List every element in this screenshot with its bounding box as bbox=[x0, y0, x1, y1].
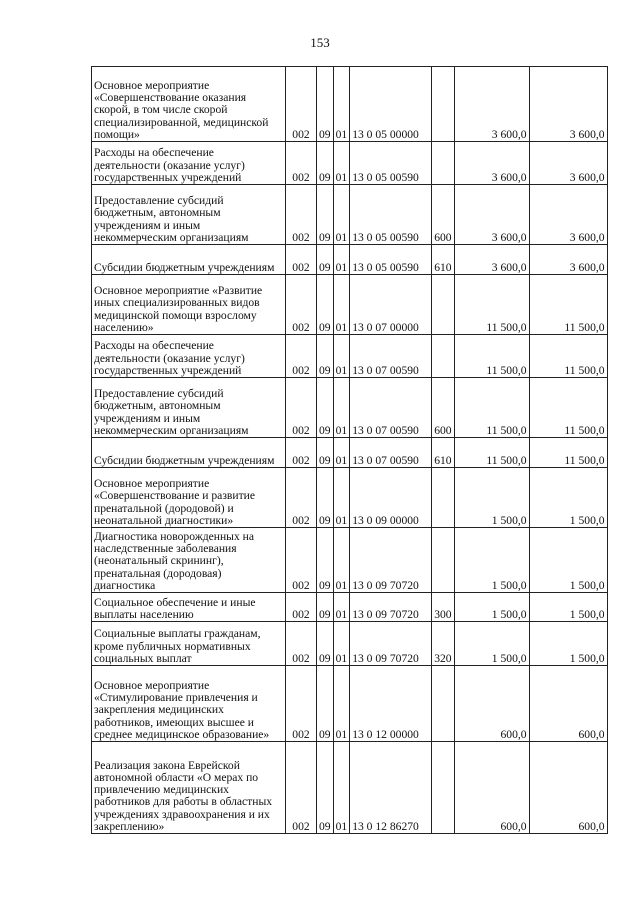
table-row bbox=[92, 245, 608, 275]
cell-amount-year-2: 1 500,0 bbox=[529, 528, 607, 593]
cell-subsection-code: 01 bbox=[333, 275, 350, 335]
cell-target-article: 13 0 05 00590 bbox=[350, 142, 432, 185]
cell-expense-type bbox=[432, 67, 454, 142]
cell-subsection-code: 01 bbox=[333, 142, 350, 185]
cell-amount-year-2: 11 500,0 bbox=[529, 335, 607, 378]
cell-target-article: 13 0 05 00590 bbox=[350, 245, 432, 275]
budget-table bbox=[91, 66, 608, 834]
cell-amount-year-2: 3 600,0 bbox=[529, 245, 607, 275]
table-body bbox=[92, 67, 608, 834]
cell-expense-type: 610 bbox=[432, 438, 454, 468]
cell-amount-year-1: 11 500,0 bbox=[454, 275, 529, 335]
cell-target-article: 13 0 07 00590 bbox=[350, 438, 432, 468]
cell-expense-type bbox=[432, 528, 454, 593]
cell-grbs-code: 002 bbox=[286, 275, 317, 335]
cell-amount-year-1: 1 500,0 bbox=[454, 528, 529, 593]
cell-amount-year-2: 11 500,0 bbox=[529, 438, 607, 468]
cell-subsection-code: 01 bbox=[333, 742, 350, 834]
cell-expense-name: Предоставление субсидий бюджетным, автономным учреждениям и иным некоммерческим организациям bbox=[92, 185, 286, 245]
cell-expense-name: Основное мероприятие «Стимулирование привлечения и закрепления медицинских работников, имеющих высшее и среднее медицинское образование» bbox=[92, 666, 286, 742]
cell-subsection-code: 01 bbox=[333, 67, 350, 142]
cell-subsection-code: 01 bbox=[333, 245, 350, 275]
cell-target-article: 13 0 12 00000 bbox=[350, 666, 432, 742]
cell-target-article: 13 0 09 70720 bbox=[350, 593, 432, 622]
cell-amount-year-2: 1 500,0 bbox=[529, 593, 607, 622]
cell-expense-name: Предоставление субсидий бюджетным, автономным учреждениям и иным некоммерческим организациям bbox=[92, 378, 286, 438]
cell-expense-type: 610 bbox=[432, 245, 454, 275]
cell-expense-name: Расходы на обеспечение деятельности (оказание услуг) государственных учреждений bbox=[92, 142, 286, 185]
cell-section-code: 09 bbox=[317, 142, 334, 185]
table-row bbox=[92, 622, 608, 666]
cell-amount-year-1: 11 500,0 bbox=[454, 335, 529, 378]
table-row bbox=[92, 593, 608, 622]
cell-target-article: 13 0 09 00000 bbox=[350, 468, 432, 528]
cell-target-article: 13 0 05 00000 bbox=[350, 67, 432, 142]
cell-grbs-code: 002 bbox=[286, 742, 317, 834]
cell-target-article: 13 0 09 70720 bbox=[350, 622, 432, 666]
cell-amount-year-2: 11 500,0 bbox=[529, 378, 607, 438]
cell-amount-year-2: 3 600,0 bbox=[529, 67, 607, 142]
cell-grbs-code: 002 bbox=[286, 245, 317, 275]
cell-expense-name: Основное мероприятие «Совершенствование и развитие пренатальной (дородовой) и неонатальной диагностики» bbox=[92, 468, 286, 528]
cell-amount-year-1: 3 600,0 bbox=[454, 245, 529, 275]
cell-grbs-code: 002 bbox=[286, 528, 317, 593]
cell-section-code: 09 bbox=[317, 245, 334, 275]
cell-expense-type bbox=[432, 335, 454, 378]
cell-subsection-code: 01 bbox=[333, 468, 350, 528]
cell-amount-year-1: 600,0 bbox=[454, 666, 529, 742]
cell-section-code: 09 bbox=[317, 666, 334, 742]
cell-section-code: 09 bbox=[317, 468, 334, 528]
table-row bbox=[92, 528, 608, 593]
cell-target-article: 13 0 12 86270 bbox=[350, 742, 432, 834]
cell-expense-type bbox=[432, 742, 454, 834]
cell-grbs-code: 002 bbox=[286, 666, 317, 742]
cell-expense-name: Субсидии бюджетным учреждениям bbox=[92, 245, 286, 275]
cell-subsection-code: 01 bbox=[333, 528, 350, 593]
cell-section-code: 09 bbox=[317, 335, 334, 378]
cell-target-article: 13 0 07 00590 bbox=[350, 378, 432, 438]
cell-grbs-code: 002 bbox=[286, 142, 317, 185]
cell-section-code: 09 bbox=[317, 528, 334, 593]
cell-amount-year-1: 1 500,0 bbox=[454, 593, 529, 622]
cell-expense-type bbox=[432, 275, 454, 335]
cell-grbs-code: 002 bbox=[286, 378, 317, 438]
cell-section-code: 09 bbox=[317, 593, 334, 622]
cell-amount-year-1: 11 500,0 bbox=[454, 438, 529, 468]
cell-grbs-code: 002 bbox=[286, 185, 317, 245]
cell-expense-name: Субсидии бюджетным учреждениям bbox=[92, 438, 286, 468]
cell-target-article: 13 0 07 00000 bbox=[350, 275, 432, 335]
cell-subsection-code: 01 bbox=[333, 378, 350, 438]
table-row bbox=[92, 438, 608, 468]
table-row bbox=[92, 378, 608, 438]
cell-grbs-code: 002 bbox=[286, 622, 317, 666]
cell-grbs-code: 002 bbox=[286, 335, 317, 378]
table-row bbox=[92, 67, 608, 142]
cell-expense-type bbox=[432, 666, 454, 742]
cell-subsection-code: 01 bbox=[333, 185, 350, 245]
cell-section-code: 09 bbox=[317, 622, 334, 666]
cell-amount-year-1: 3 600,0 bbox=[454, 67, 529, 142]
table-row bbox=[92, 275, 608, 335]
cell-target-article: 13 0 07 00590 bbox=[350, 335, 432, 378]
cell-amount-year-2: 600,0 bbox=[529, 742, 607, 834]
cell-target-article: 13 0 05 00590 bbox=[350, 185, 432, 245]
cell-expense-type: 600 bbox=[432, 185, 454, 245]
cell-section-code: 09 bbox=[317, 185, 334, 245]
table-row bbox=[92, 742, 608, 834]
cell-amount-year-2: 3 600,0 bbox=[529, 142, 607, 185]
cell-expense-type bbox=[432, 468, 454, 528]
cell-expense-type: 320 bbox=[432, 622, 454, 666]
page-number: 153 bbox=[310, 35, 330, 50]
cell-amount-year-1: 11 500,0 bbox=[454, 378, 529, 438]
cell-amount-year-2: 1 500,0 bbox=[529, 622, 607, 666]
cell-amount-year-2: 600,0 bbox=[529, 666, 607, 742]
cell-amount-year-1: 1 500,0 bbox=[454, 468, 529, 528]
cell-expense-name: Основное мероприятие «Совершенствование оказания скорой, в том числе скорой специализированной, медицинской помощи» bbox=[92, 67, 286, 142]
cell-amount-year-2: 3 600,0 bbox=[529, 185, 607, 245]
cell-section-code: 09 bbox=[317, 378, 334, 438]
cell-expense-name: Социальные выплаты гражданам, кроме публичных нормативных социальных выплат bbox=[92, 622, 286, 666]
cell-amount-year-2: 11 500,0 bbox=[529, 275, 607, 335]
cell-expense-name: Диагностика новорожденных на наследственные заболевания (неонатальный скрининг), пренатальная (дородовая) диагностика bbox=[92, 528, 286, 593]
cell-grbs-code: 002 bbox=[286, 67, 317, 142]
cell-amount-year-1: 1 500,0 bbox=[454, 622, 529, 666]
cell-amount-year-1: 3 600,0 bbox=[454, 185, 529, 245]
table-row bbox=[92, 142, 608, 185]
cell-section-code: 09 bbox=[317, 67, 334, 142]
table-row bbox=[92, 468, 608, 528]
cell-amount-year-2: 1 500,0 bbox=[529, 468, 607, 528]
cell-expense-name: Расходы на обеспечение деятельности (оказание услуг) государственных учреждений bbox=[92, 335, 286, 378]
cell-target-article: 13 0 09 70720 bbox=[350, 528, 432, 593]
cell-section-code: 09 bbox=[317, 275, 334, 335]
cell-expense-name: Основное мероприятие «Развитие иных специализированных видов медицинской помощи взрослому населению» bbox=[92, 275, 286, 335]
table-row bbox=[92, 666, 608, 742]
cell-section-code: 09 bbox=[317, 742, 334, 834]
cell-grbs-code: 002 bbox=[286, 438, 317, 468]
table-row bbox=[92, 335, 608, 378]
table-row bbox=[92, 185, 608, 245]
cell-expense-name: Реализация закона Еврейской автономной области «О мерах по привлечению медицинских работников для работы в областных учреждениях здравоохранения и их закреплению» bbox=[92, 742, 286, 834]
cell-grbs-code: 002 bbox=[286, 593, 317, 622]
cell-subsection-code: 01 bbox=[333, 335, 350, 378]
cell-subsection-code: 01 bbox=[333, 622, 350, 666]
cell-expense-type: 300 bbox=[432, 593, 454, 622]
cell-expense-type: 600 bbox=[432, 378, 454, 438]
cell-amount-year-1: 600,0 bbox=[454, 742, 529, 834]
cell-subsection-code: 01 bbox=[333, 666, 350, 742]
cell-amount-year-1: 3 600,0 bbox=[454, 142, 529, 185]
cell-expense-type bbox=[432, 142, 454, 185]
cell-expense-name: Социальное обеспечение и иные выплаты населению bbox=[92, 593, 286, 622]
cell-section-code: 09 bbox=[317, 438, 334, 468]
cell-grbs-code: 002 bbox=[286, 468, 317, 528]
cell-subsection-code: 01 bbox=[333, 438, 350, 468]
cell-subsection-code: 01 bbox=[333, 593, 350, 622]
